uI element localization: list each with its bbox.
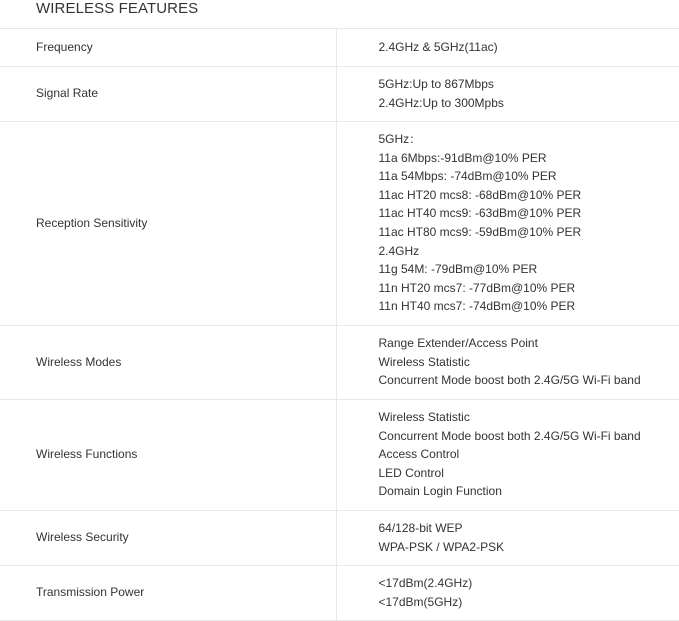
spec-label: Frequency (0, 29, 336, 66)
spec-values (336, 121, 679, 325)
spec-value: 11a 54Mbps: -74dBm@10% PER (378, 169, 557, 184)
spec-label: Wireless Security (0, 510, 336, 565)
spec-value: 11ac HT20 mcs8: -68dBm@10% PER (378, 187, 582, 202)
spec-value: WPA-PSK / WPA2-PSK (378, 539, 505, 554)
spec-values (336, 399, 679, 510)
spec-value: <17dBm(5GHz) (378, 594, 463, 609)
spec-values (336, 29, 679, 66)
spec-values (336, 325, 679, 399)
spec-value: 11g 54M: -79dBm@10% PER (378, 262, 538, 277)
spec-value: Concurrent Mode boost both 2.4G/5G Wi-Fi band (378, 373, 641, 388)
spec-row-wireless-modes (0, 325, 679, 399)
spec-row-signal-rate (0, 66, 679, 121)
spec-row-transmission-power (0, 565, 679, 620)
spec-label: Reception Sensitivity (0, 121, 336, 325)
spec-value: 11a 6Mbps:-91dBm@10% PER (378, 150, 547, 165)
spec-label: Transmission Power (0, 565, 336, 620)
spec-value: Domain Login Function (378, 484, 502, 499)
spec-label: Wireless Modes (0, 325, 336, 399)
spec-value: Wireless Statistic (378, 354, 470, 369)
spec-value: 2.4GHz (378, 243, 420, 258)
spec-value: LED Control (378, 465, 444, 480)
spec-value: 11ac HT40 mcs9: -63dBm@10% PER (378, 206, 582, 221)
spec-value: 5GHz:Up to 867Mbps (378, 76, 494, 91)
spec-row-frequency (0, 29, 679, 66)
spec-value: Range Extender/Access Point (378, 336, 538, 351)
section-title: WIRELESS FEATURES (0, 0, 679, 29)
spec-value: 11n HT40 mcs7: -74dBm@10% PER (378, 299, 576, 314)
spec-value: Concurrent Mode boost both 2.4G/5G Wi-Fi band (378, 428, 641, 443)
spec-row-wireless-security (0, 510, 679, 565)
spec-row-wireless-functions (0, 399, 679, 510)
spec-value: <17dBm(2.4GHz) (378, 575, 473, 590)
spec-values (336, 66, 679, 121)
spec-label: Wireless Functions (0, 399, 336, 510)
spec-table (0, 29, 679, 621)
spec-value: 2.4GHz:Up to 300Mpbs (378, 95, 504, 110)
spec-values (336, 510, 679, 565)
spec-value: 5GHz： (378, 132, 422, 147)
spec-value: 11n HT20 mcs7: -77dBm@10% PER (378, 280, 576, 295)
spec-value: Access Control (378, 447, 460, 462)
spec-value: 2.4GHz & 5GHz(11ac) (378, 39, 498, 54)
spec-row-reception-sensitivity (0, 121, 679, 325)
spec-values (336, 565, 679, 620)
spec-value: 64/128-bit WEP (378, 520, 463, 535)
spec-value: 11ac HT80 mcs9: -59dBm@10% PER (378, 225, 582, 239)
spec-value: Wireless Statistic (378, 410, 470, 425)
spec-label: Signal Rate (0, 66, 336, 121)
